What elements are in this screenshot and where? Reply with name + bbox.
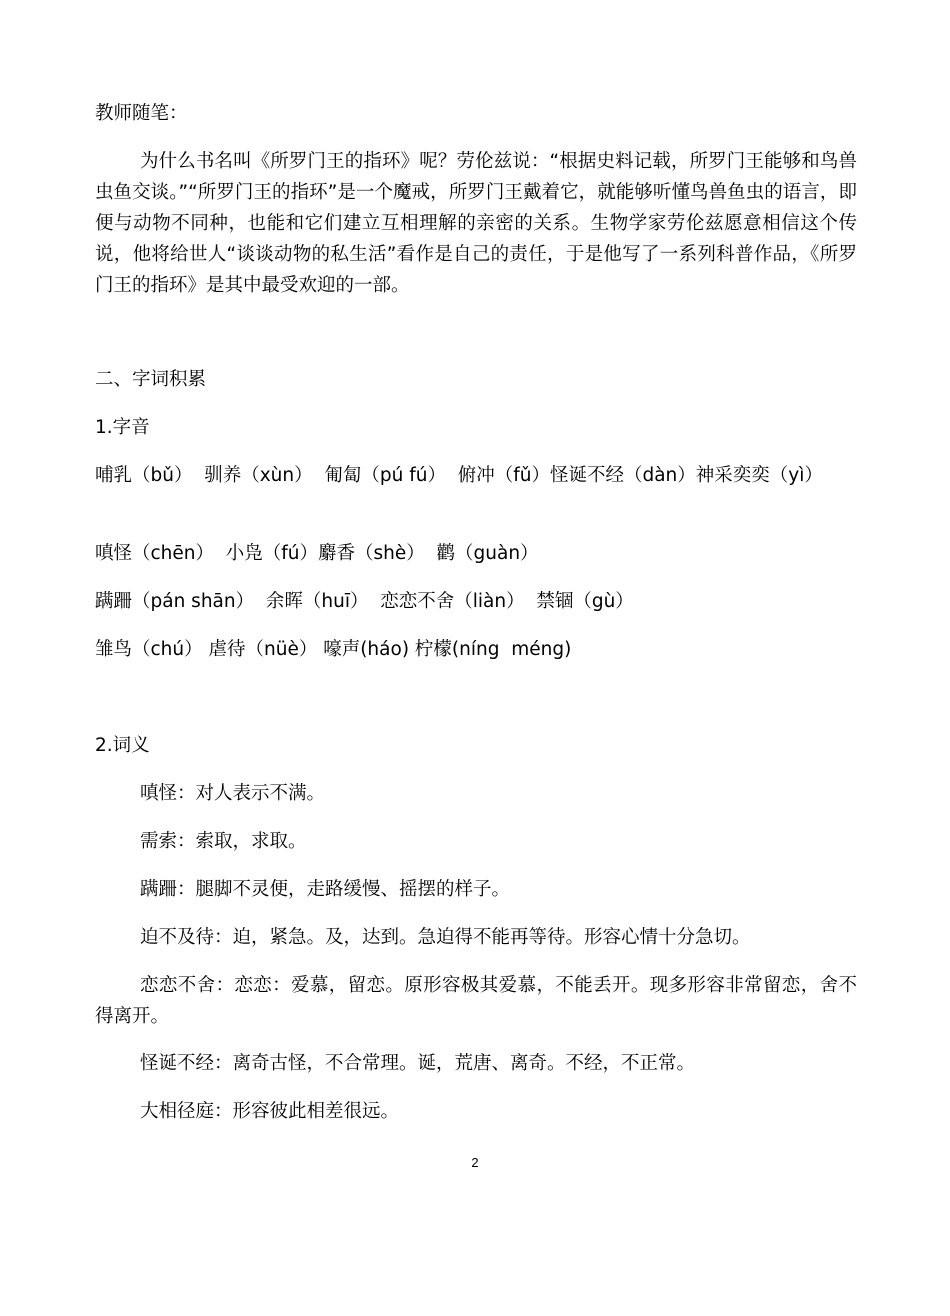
meaning-item: 需索：索取，求取。 [140,831,307,852]
pronunciation-row: 雏鸟（chú） 虐待（nüè） 嚎声(háo) 柠檬(níng méng) [95,639,572,660]
meaning-item: 大相径庭：形容彼此相差很远。 [140,1101,400,1122]
meaning-item: 迫不及待：迫，紧急。及，达到。急迫得不能再等待。形容心情十分急切。 [140,927,751,948]
meanings-heading: 2.词义 [95,735,150,756]
pronunciation-heading: 1.字音 [95,417,150,438]
section-heading: 二、字词积累 [95,369,207,390]
pronunciation-row: 蹒跚（pán shān） 余晖（huī） 恋恋不舍（liàn） 禁锢（gù） [95,591,634,612]
pronunciation-row: 哺乳（bǔ） 驯养（xùn） 匍匐（pú fú） 俯冲（fǔ）怪诞不经（dàn）神采奕奕（yì） [95,465,823,486]
meaning-item: 恋恋不舍：恋恋：爱慕，留恋。原形容极其爱慕，不能丢开。现多形容非常留恋，舍不得离开。 [95,975,857,1027]
notes-heading: 教师随笔： [95,103,188,124]
meaning-item: 蹒跚：腿脚不灵便，走路缓慢、摇摆的样子。 [140,879,511,900]
meaning-item: 怪诞不经：离奇古怪，不合常理。诞，荒唐、离奇。不经，不正常。 [140,1053,696,1074]
pronunciation-row: 嗔怪（chēn） 小凫（fú）麝香（shè） 鹳（guàn） [95,543,539,564]
page-number: 2 [471,1155,479,1170]
notes-paragraph: 为什么书名叫《所罗门王的指环》呢？劳伦兹说：“根据史料记载，所罗门王能够和鸟兽虫鱼交谈。”“所罗门王的指环”是一个魔戒，所罗门王戴着它，就能够听懂鸟兽鱼虫的语言，即便与动物不同种，也能和它们建立互相理解的亲密的关系。生物学家劳伦兹愿意相信这个传说，他将给世人“谈谈动物的私生活”看作是自己的责任，于是他写了一系列科普作品，《所罗门王的指环》是其中最受欢迎的一部。 [95,151,857,296]
meaning-item: 嗔怪：对人表示不满。 [140,783,326,804]
